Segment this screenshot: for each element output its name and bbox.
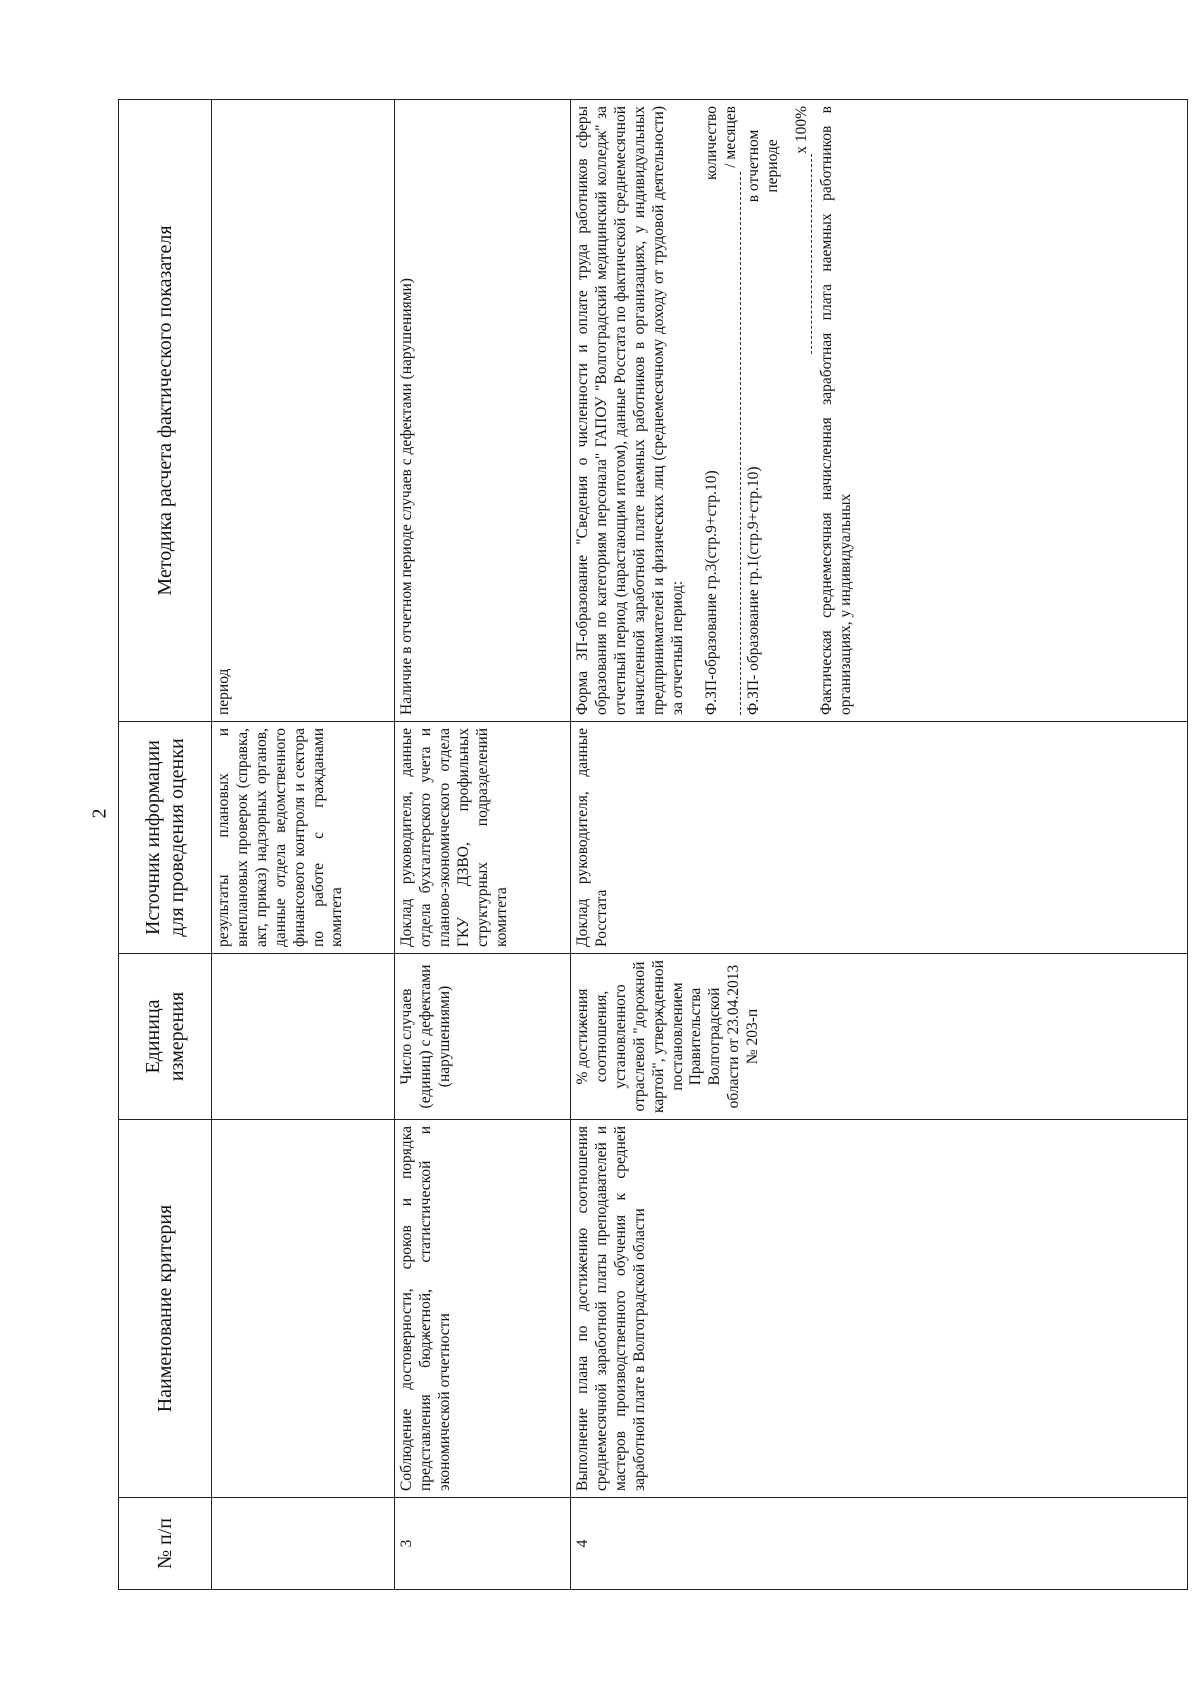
- header-name: Наименование критерия: [119, 1120, 212, 1498]
- formula-denominator-note: в отчетном периоде: [745, 129, 782, 203]
- cell-name: Соблюдение достоверности, сроков и порядка представления бюджетной, статистической и экономической отчетности: [395, 1120, 571, 1498]
- cell-method: период: [212, 100, 395, 722]
- cell-num: [212, 1498, 395, 1590]
- table-row-4: [571, 100, 1188, 1590]
- criteria-table: [118, 99, 1188, 1590]
- cell-num: 4: [571, 1498, 1188, 1590]
- table-row-3: [395, 100, 571, 1590]
- formula-denominator: Ф.ЗП- образование гр.1(стр.9+стр.10): [745, 466, 763, 715]
- page-number: 2: [88, 808, 111, 819]
- fraction-rule-2: [801, 154, 812, 354]
- criteria-table-rotated: [118, 100, 1188, 1590]
- method-intro: Форма ЗП-образование "Сведения о численности и оплате труда работников сферы образования по категориям персонала" ГАПОУ "Волгоградский медицинский колледж" за отчетный период (нарастающим итогом), данные Росстата по фактической среднемесячной начисленной заработной плате наемных работников в организациях, у индивидуальных предпринимателей и физических лиц (среднемесячному доходу от трудовой деятельности) за отчетный период:: [574, 106, 686, 715]
- formula-months-line: [722, 106, 741, 715]
- cell-method: Наличие в отчетном периоде случаев с дефектами (нарушениями): [395, 100, 571, 722]
- header-method: Методика расчета фактического показателя: [119, 100, 212, 722]
- table-header-row: [119, 100, 212, 1590]
- cell-source: результаты плановых и внеплановых проверок (справка, акт, приказ) надзорных органов, данные отдела ведомственного финансового контроля и сектора по работе с гражданами комитета: [212, 722, 395, 954]
- method-tail: Фактическая среднемесячная начисленная заработная плата наемных работников в организациях, у индивидуальных: [817, 106, 854, 715]
- formula-denominator-line: [745, 106, 783, 715]
- formula-numerator-line: [703, 106, 722, 715]
- cell-unit: % достижения соотношения, установленного отраслевой "дорожной картой", утвержденной постановлением Правительства Волгоградской области от 23.04.2013 № 203-п: [571, 954, 1188, 1120]
- header-unit: Единица измерения: [119, 954, 212, 1120]
- cell-source: Доклад руководителя, данные отдела бухгалтерского учета и планово-экономического отдела ГКУ ДЗВО, профильных структурных подразделений комитета: [395, 722, 571, 954]
- cell-source: Доклад руководителя, данные Росстата: [571, 722, 1188, 954]
- formula-months: / месяцев: [722, 106, 740, 168]
- cell-name: Выполнение плана по достижению соотношения среднемесячной заработной платы преподавателей и мастеров производственного обучения к средней заработной плате в Волгоградской области: [571, 1120, 1188, 1498]
- header-source: Источник информации для проведения оценки: [119, 722, 212, 954]
- cell-method: [571, 100, 1188, 722]
- formula-numerator-note: количество: [703, 106, 721, 180]
- formula-numerator: Ф.ЗП-образование гр.3(стр.9+стр.10): [703, 470, 721, 715]
- table-row-continuation: [212, 100, 395, 1590]
- fraction-rule: [730, 172, 741, 715]
- cell-unit: Число случаев (единиц) с дефектами (нарушениями): [395, 954, 571, 1120]
- cell-num: 3: [395, 1498, 571, 1590]
- cell-name: [212, 1120, 395, 1498]
- formula-percent: х 100%: [793, 106, 811, 154]
- cell-unit: [212, 954, 395, 1120]
- header-num: № п/п: [119, 1498, 212, 1590]
- formula-percent-line: [793, 106, 812, 715]
